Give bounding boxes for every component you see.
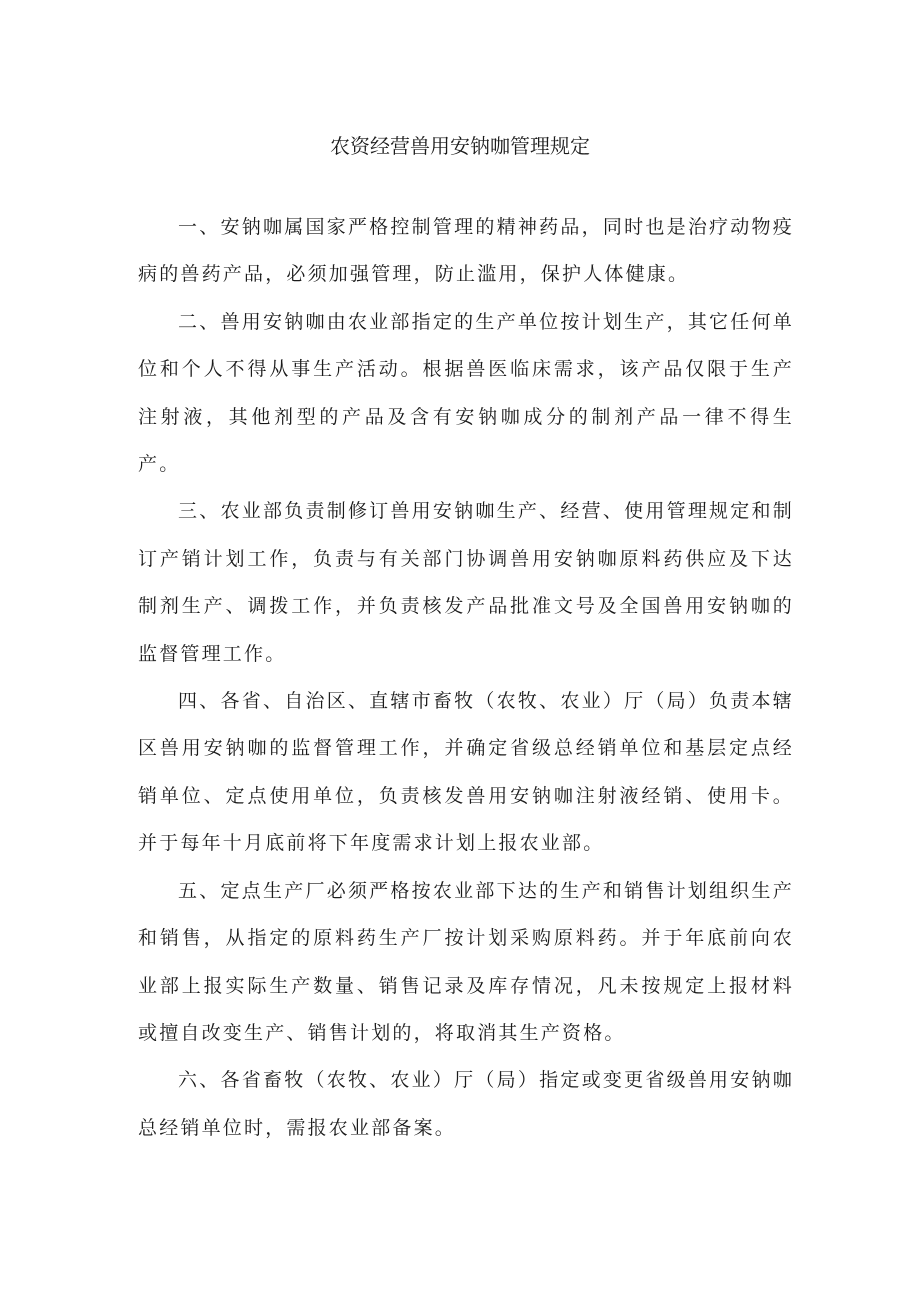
paragraph-6: 六、各省畜牧（农牧、农业）厅（局）指定或变更省级兽用安钠咖总经销单位时，需报农业部备案。 xyxy=(138,1069,794,1139)
paragraph-5: 五、定点生产厂必须严格按农业部下达的生产和销售计划组织生产和销售，从指定的原料药生产厂按计划采购原料药。并于年底前向农业部上报实际生产数量、销售记录及库存情况，凡未按规定上报材料或擅自改变生产、销售计划的，将取消其生产资格。 xyxy=(138,879,794,1044)
paragraph-4: 四、各省、自治区、直辖市畜牧（农牧、农业）厅（局）负责本辖区兽用安钠咖的监督管理工作，并确定省级总经销单位和基层定点经销单位、定点使用单位，负责核发兽用安钠咖注射液经销、使用卡。并于每年十月底前将下年度需求计划上报农业部。 xyxy=(138,690,794,855)
document-title: 农资经营兽用安钠咖管理规定 xyxy=(330,134,590,158)
paragraph-2: 二、兽用安钠咖由农业部指定的生产单位按计划生产，其它任何单位和个人不得从事生产活动。根据兽医临床需求，该产品仅限于生产注射液，其他剂型的产品及含有安钠咖成分的制剂产品一律不得生产。 xyxy=(138,310,794,476)
paragraph-3: 三、农业部负责制修订兽用安钠咖生产、经营、使用管理规定和制订产销计划工作，负责与有关部门协调兽用安钠咖原料药供应及下达制剂生产、调拨工作，并负责核发产品批准文号及全国兽用安钠咖的监督管理工作。 xyxy=(138,500,794,665)
paragraph-1: 一、安钠咖属国家严格控制管理的精神药品，同时也是治疗动物疫病的兽药产品，必须加强管理，防止滥用，保护人体健康。 xyxy=(138,216,794,286)
document-body xyxy=(138,204,794,1152)
